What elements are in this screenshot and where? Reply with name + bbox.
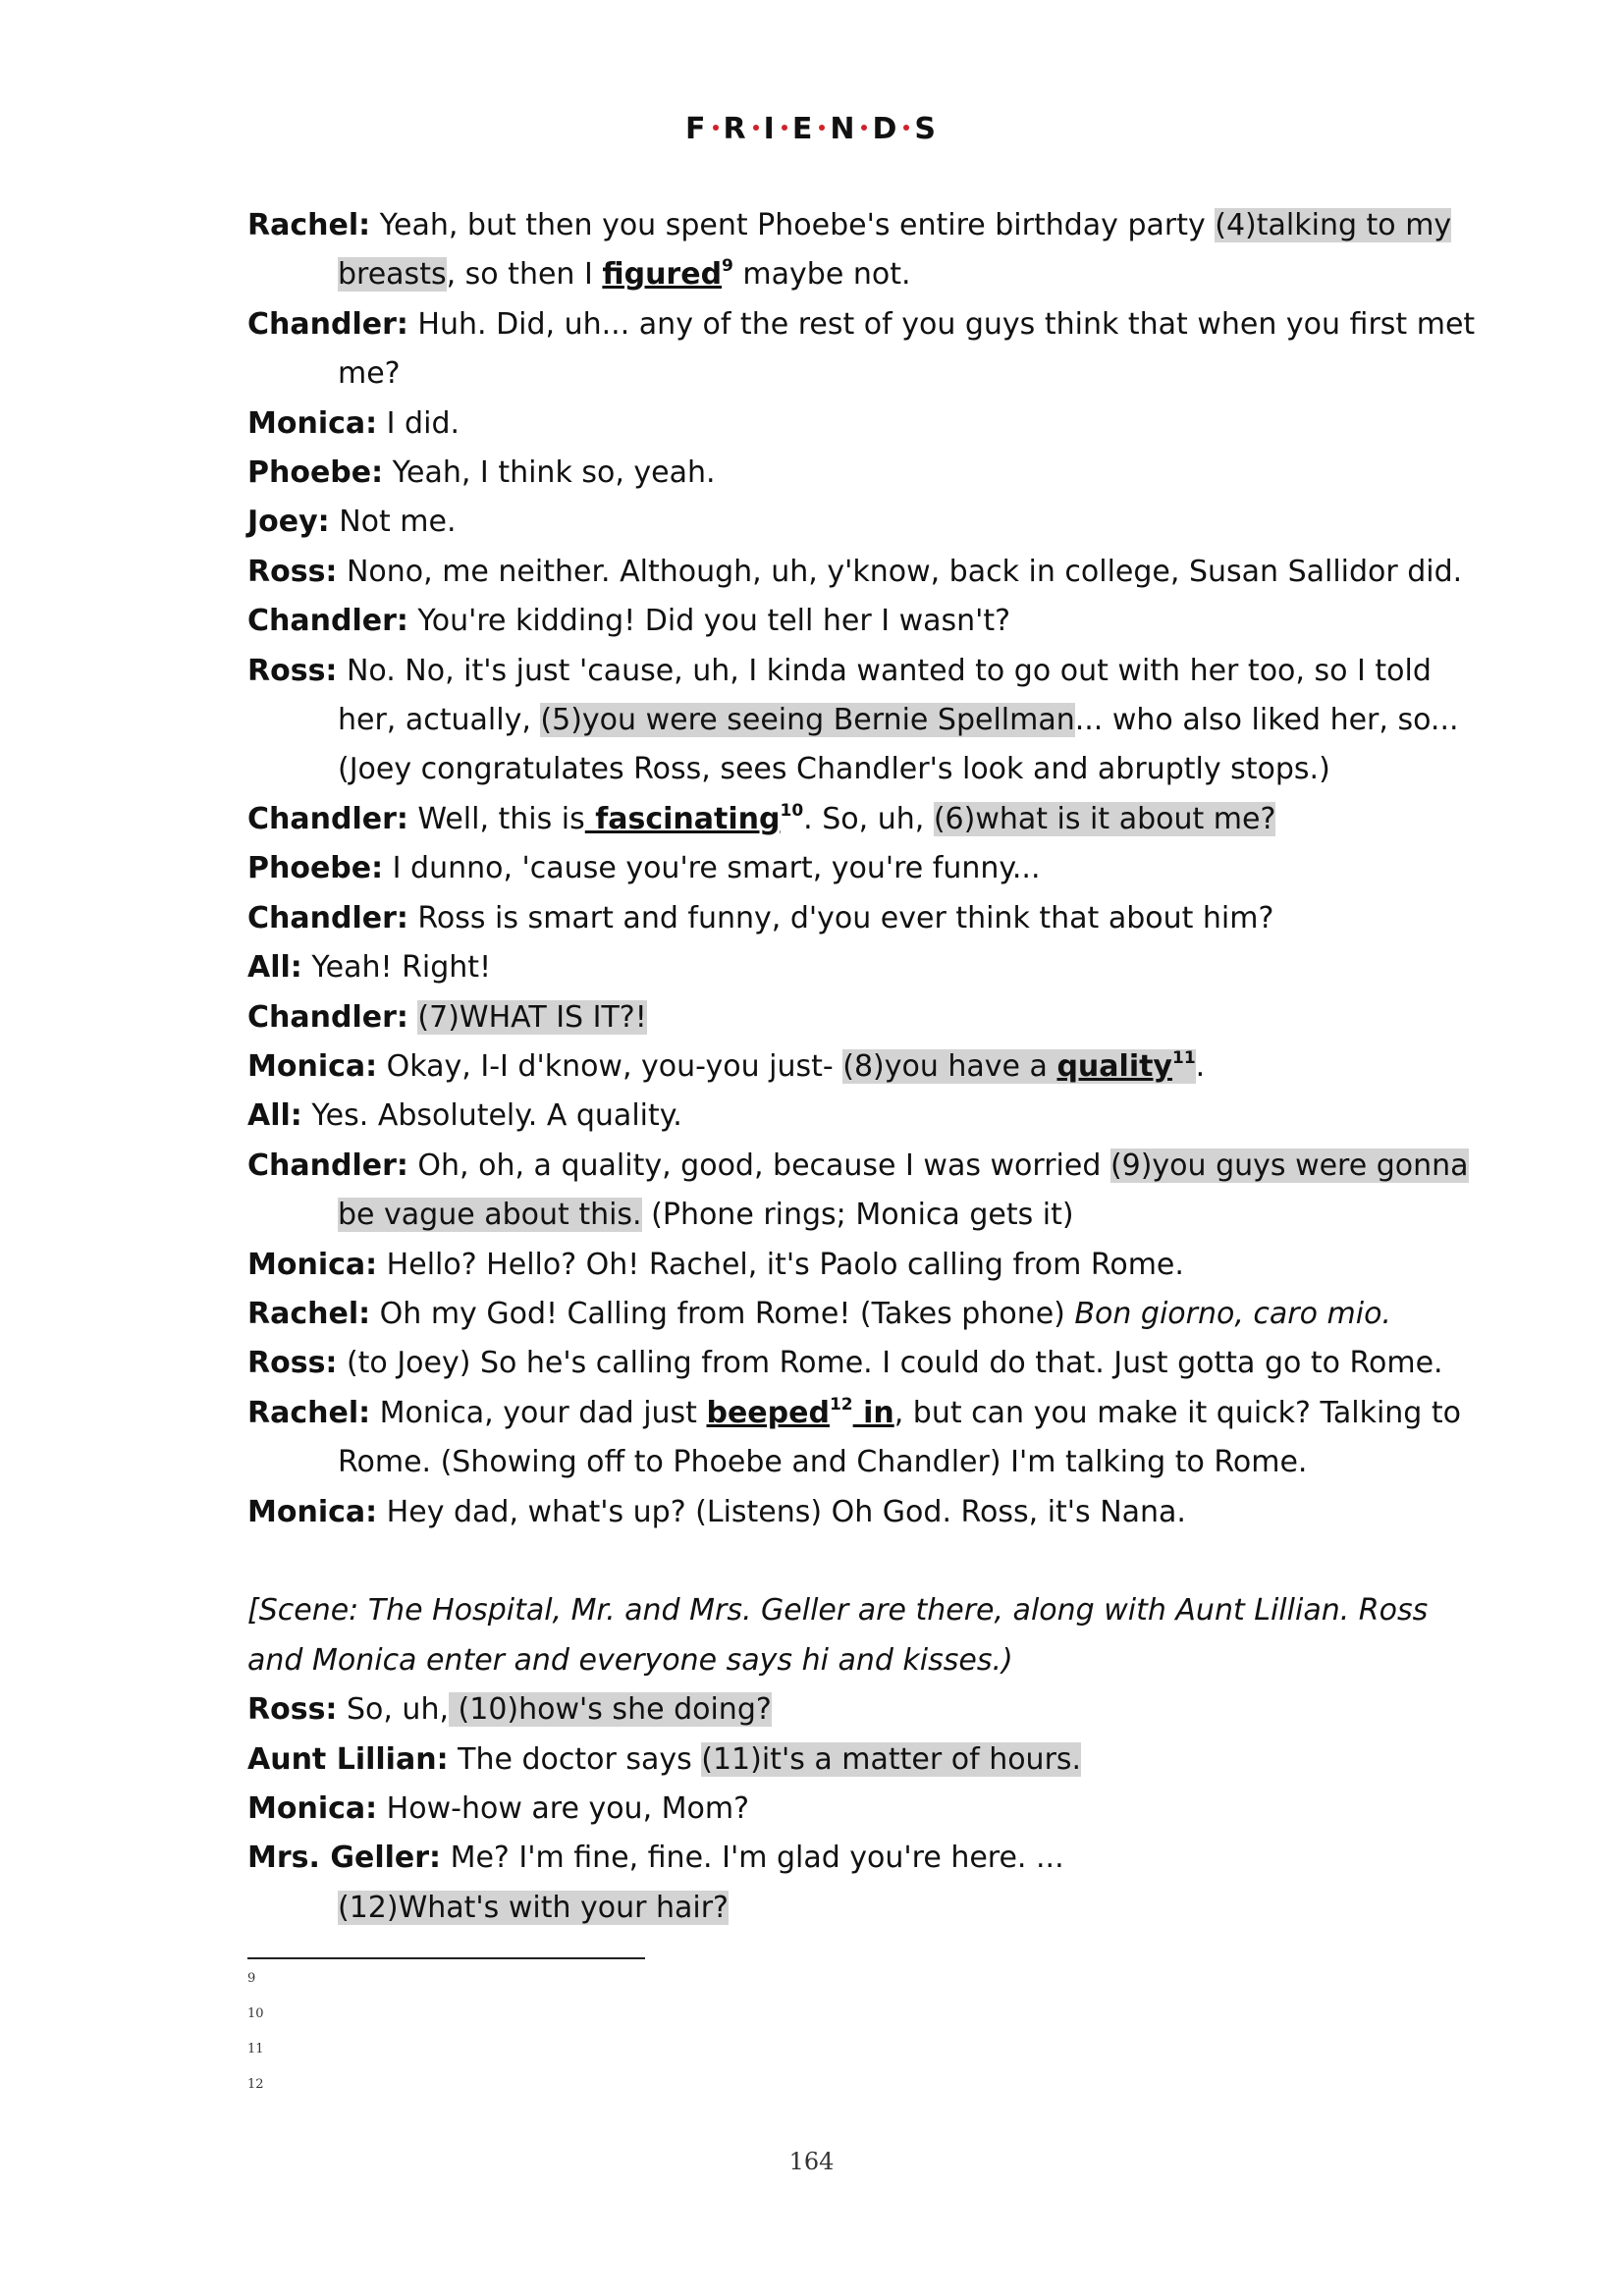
highlighted-phrase: (4)talking to my xyxy=(1215,208,1452,242)
line-text: The doctor says xyxy=(448,1741,702,1777)
logo-letter: I xyxy=(763,112,777,146)
dialogue-line xyxy=(247,498,1396,547)
line-text xyxy=(408,1000,418,1035)
line-text: (to Joey) So he's calling from Rome. I could do that. Just gotta go to Rome. xyxy=(337,1346,1443,1381)
dialogue-line xyxy=(247,844,1396,893)
speaker-name: Monica: xyxy=(247,1048,378,1084)
footnote-number: 11 xyxy=(247,2042,264,2056)
dialogue-line xyxy=(247,1488,1396,1537)
line-text: . xyxy=(1195,1048,1206,1084)
line-text: , but can you make it quick? Talking to xyxy=(893,1395,1461,1430)
logo-letter: N xyxy=(830,112,857,146)
line-text: Rome. (Showing off to Phoebe and Chandler) I'm talking to Rome. xyxy=(338,1445,1308,1480)
dialogue-line xyxy=(247,993,1396,1042)
dialogue-line xyxy=(247,449,1396,498)
line-text: Hey dad, what's up? (Listens) Oh God. Ross, it's Nana. xyxy=(377,1494,1186,1529)
highlighted-phrase: (6)what is it about me? xyxy=(933,801,1276,836)
dialogue-line xyxy=(247,1092,1396,1141)
stage-direction: (Joey congratulates Ross, sees Chandler's look and abruptly stops.) xyxy=(338,752,1330,787)
speaker-name: All: xyxy=(247,1098,302,1134)
vocab-word: quality xyxy=(1056,1048,1172,1084)
highlighted-phrase: (9)you guys were gonna xyxy=(1109,1148,1469,1183)
dialogue-line xyxy=(247,1339,1443,1388)
page-number: 164 xyxy=(788,2148,835,2175)
line-text: Okay, I-I d'know, you-you just- xyxy=(377,1048,843,1084)
speaker-name: Phoebe: xyxy=(247,851,384,886)
speaker-name: Rachel: xyxy=(247,1296,371,1331)
line-text: Yeah, I think so, yeah. xyxy=(383,455,716,491)
highlighted-phrase: (11)it's a matter of hours. xyxy=(701,1741,1082,1777)
line-text: Yes. Absolutely. A quality. xyxy=(301,1098,682,1134)
line-text: (Phone rings; Monica gets it) xyxy=(641,1198,1074,1233)
line-text: Oh, oh, a quality, good, because I was worried xyxy=(407,1148,1110,1183)
highlighted-phrase xyxy=(842,1049,1195,1084)
dialogue-line xyxy=(247,647,1432,696)
speaker-name: Chandler: xyxy=(247,801,408,836)
dialogue-line xyxy=(247,1685,1396,1735)
script-body xyxy=(247,201,1476,1933)
footnote-ref: 9 xyxy=(722,256,733,277)
line-text: Yeah! Right! xyxy=(301,950,492,986)
friends-logo xyxy=(0,112,1623,146)
line-text: I dunno, 'cause you're smart, you're funny... xyxy=(383,851,1041,886)
vocab-word: figured xyxy=(602,257,723,293)
dialogue-line xyxy=(247,597,1396,646)
line-text: Well, this is xyxy=(407,801,585,836)
line-text: No. No, it's just 'cause, uh, I kinda wanted to go out with her too, so I told xyxy=(337,653,1432,688)
footnote-number: 12 xyxy=(247,2077,264,2092)
dialogue-continuation xyxy=(247,745,1396,794)
speaker-name: Ross: xyxy=(247,554,338,589)
line-text: , so then I xyxy=(446,257,603,293)
speaker-name: Rachel: xyxy=(247,1395,371,1430)
vocab-word-suffix: in xyxy=(852,1395,894,1430)
line-text: Nono, me neither. Although, uh, y'know, back in college, Susan Sallidor did. xyxy=(337,554,1463,589)
line-text: Ross is smart and funny, d'you ever think that about him? xyxy=(407,900,1274,935)
speaker-name: Ross: xyxy=(247,1692,338,1728)
highlighted-phrase: breasts xyxy=(338,257,447,293)
vocab-word: beeped xyxy=(706,1395,830,1430)
logo-dot xyxy=(819,125,825,131)
footnote-ref: 11 xyxy=(1172,1047,1196,1068)
dialogue-continuation xyxy=(247,1191,1396,1240)
line-text: ... who also liked her, so... xyxy=(1074,703,1459,738)
dialogue-line xyxy=(247,400,1396,449)
logo-dot xyxy=(903,125,909,131)
dialogue-line xyxy=(247,1042,1396,1092)
logo-dot xyxy=(782,125,787,131)
dialogue-line xyxy=(247,1834,1396,1883)
footnote-number: 9 xyxy=(247,1971,256,1986)
speaker-name: Chandler: xyxy=(247,1148,408,1183)
logo-letter: R xyxy=(723,112,748,146)
line-text: Hello? Hello? Oh! Rachel, it's Paolo calling from Rome. xyxy=(377,1247,1184,1282)
dialogue-line xyxy=(247,201,1452,250)
speaker-name: Aunt Lillian: xyxy=(247,1741,449,1777)
highlighted-phrase: be vague about this. xyxy=(338,1198,642,1233)
highlighted-text: (8)you have a xyxy=(842,1048,1057,1084)
line-text: Monica, your dad just xyxy=(370,1395,707,1430)
footnote-number: 10 xyxy=(247,2006,264,2021)
scene-description: [Scene: The Hospital, Mr. and Mrs. Geller are there, along with Aunt Lillian. Ross xyxy=(247,1593,1429,1629)
dialogue-line xyxy=(247,1241,1396,1290)
line-text: Me? I'm fine, fine. I'm glad you're here. ... xyxy=(441,1841,1064,1876)
line-text: Yeah, but then you spent Phoebe's entire birthday party xyxy=(370,208,1216,242)
speaker-name: Monica: xyxy=(247,405,378,441)
dialogue-continuation xyxy=(247,1438,1396,1487)
vocab-word: fascinating xyxy=(584,801,781,836)
logo-dot xyxy=(753,125,759,131)
logo-dot xyxy=(713,125,719,131)
speaker-name: Chandler: xyxy=(247,999,408,1035)
dialogue-line xyxy=(247,795,1396,844)
dialogue-continuation xyxy=(247,349,1396,399)
speaker-name: Monica: xyxy=(247,1790,378,1826)
footnote-ref: 12 xyxy=(829,1394,853,1415)
highlighted-phrase: (5)you were seeing Bernie Spellman xyxy=(540,703,1075,738)
footnote-separator xyxy=(247,1957,645,1959)
dialogue-line xyxy=(247,1389,1461,1438)
highlighted-phrase: (10)how's she doing? xyxy=(449,1692,772,1728)
line-text: You're kidding! Did you tell her I wasn't? xyxy=(407,604,1011,639)
dialogue-line xyxy=(247,1735,1396,1785)
dialogue-continuation xyxy=(247,1884,1396,1933)
line-text: me? xyxy=(338,356,401,392)
highlighted-phrase: (7)WHAT IS IT?! xyxy=(417,999,647,1035)
speaker-name: Chandler: xyxy=(247,604,408,639)
line-text: . So, uh, xyxy=(803,801,934,836)
line-text: Huh. Did, uh... any of the rest of you guys think that when you first met xyxy=(407,306,1476,342)
speaker-name: Joey: xyxy=(247,505,330,540)
line-text: her, actually, xyxy=(338,703,541,738)
footnote-ref: 10 xyxy=(780,800,804,821)
logo-letter: S xyxy=(914,112,938,146)
logo-dot xyxy=(861,125,867,131)
speaker-name: Ross: xyxy=(247,653,338,688)
line-text: I did. xyxy=(377,405,460,441)
line-text: How-how are you, Mom? xyxy=(377,1790,750,1826)
speaker-name: Mrs. Geller: xyxy=(247,1841,442,1876)
scene-description: and Monica enter and everyone says hi and kisses.) xyxy=(247,1642,1013,1678)
blank-line xyxy=(247,1537,1396,1586)
speaker-name: Monica: xyxy=(247,1494,378,1529)
speaker-name: Phoebe: xyxy=(247,455,384,491)
dialogue-line xyxy=(247,548,1463,597)
dialogue-line xyxy=(247,300,1476,349)
dialogue-line xyxy=(247,1785,1396,1834)
speaker-name: Rachel: xyxy=(247,208,371,242)
logo-letter: F xyxy=(685,112,708,146)
dialogue-continuation xyxy=(247,250,1396,299)
dialogue-line xyxy=(247,943,1396,992)
highlighted-phrase: (12)What's with your hair? xyxy=(338,1890,729,1925)
dialogue-continuation xyxy=(247,696,1459,745)
speaker-name: Chandler: xyxy=(247,306,408,342)
line-text: Oh my God! Calling from Rome! (Takes phone) xyxy=(370,1296,1075,1331)
line-text: Not me. xyxy=(329,505,457,540)
speaker-name: Ross: xyxy=(247,1346,338,1381)
line-text: So, uh, xyxy=(337,1692,449,1728)
logo-letter: D xyxy=(872,112,899,146)
dialogue-line xyxy=(247,894,1396,943)
logo-letter: E xyxy=(791,112,815,146)
speaker-name: Chandler: xyxy=(247,900,408,935)
speaker-name: All: xyxy=(247,950,302,986)
speaker-name: Monica: xyxy=(247,1247,378,1282)
italic-phrase: Bon giorno, caro mio. xyxy=(1074,1296,1391,1331)
line-text: maybe not. xyxy=(732,257,911,293)
dialogue-line xyxy=(247,1142,1469,1191)
dialogue-line xyxy=(247,1290,1396,1339)
